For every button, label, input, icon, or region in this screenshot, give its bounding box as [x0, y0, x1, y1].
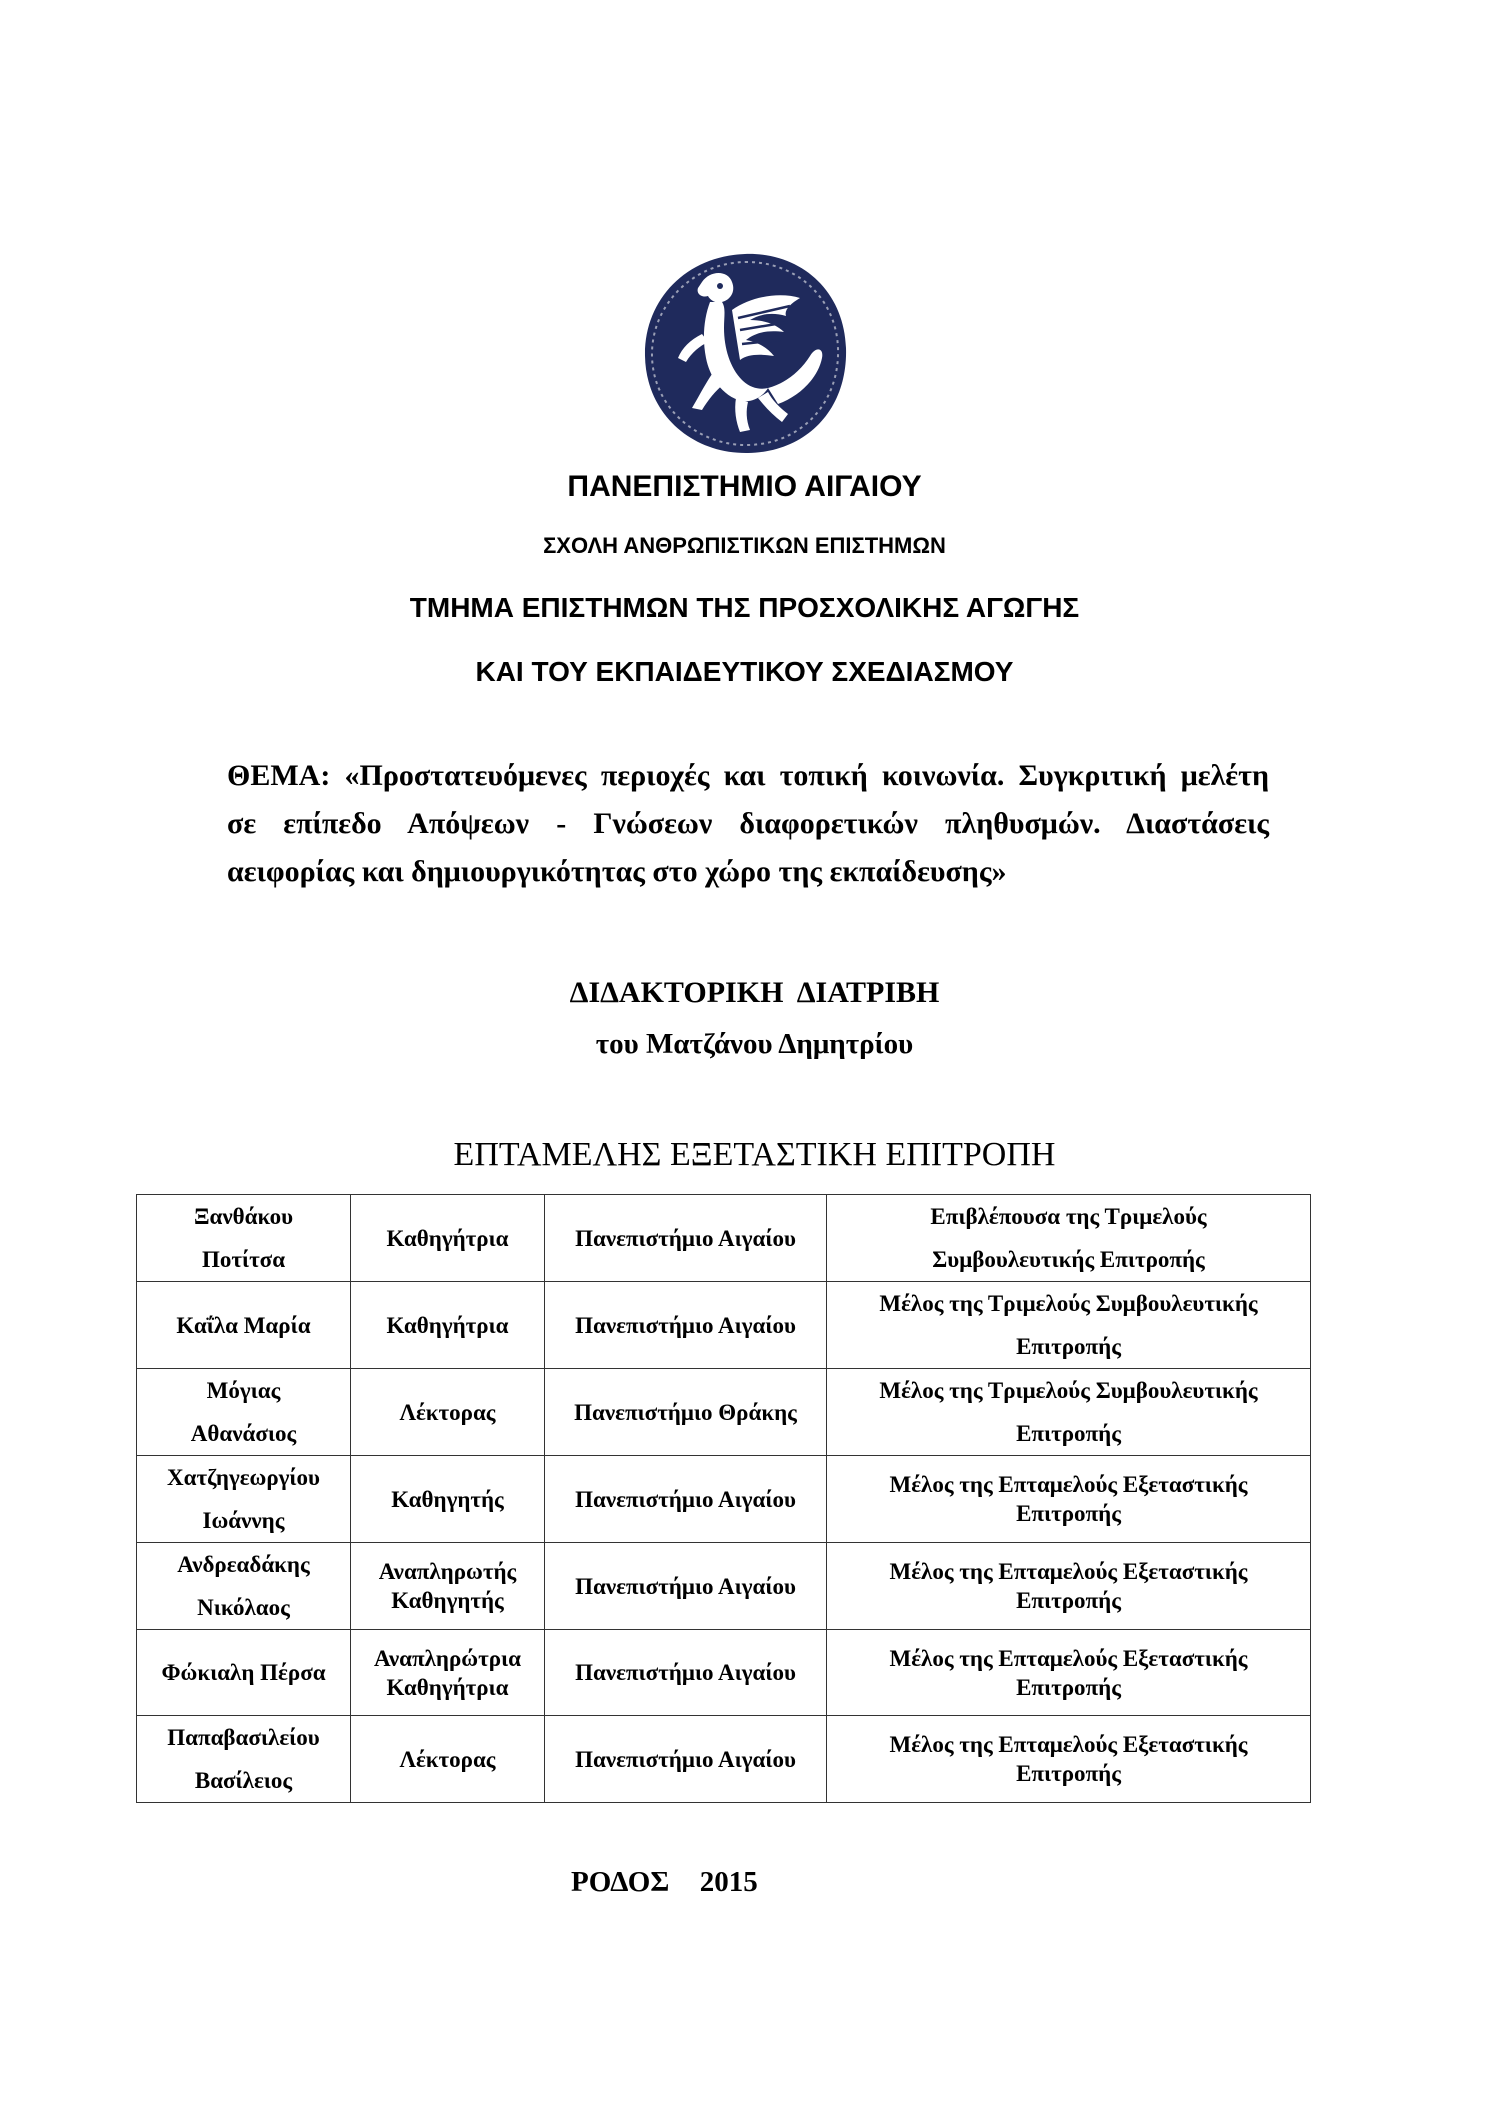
member-role	[827, 1195, 1311, 1282]
member-rank-line: Λέκτορας	[399, 1399, 496, 1425]
member-role-line: Μέλος της Επταμελούς Εξεταστικής	[889, 1645, 1248, 1671]
member-role-line: Μέλος της Επταμελούς Εξεταστικής	[889, 1732, 1248, 1757]
member-name	[137, 1716, 351, 1803]
committee-row	[137, 1630, 1311, 1716]
member-name	[137, 1543, 351, 1630]
member-role-line: Μέλος της Επταμελούς Εξεταστικής	[889, 1472, 1248, 1497]
committee-table-body	[137, 1195, 1311, 1803]
member-institution-line: Πανεπιστήμιο Αιγαίου	[575, 1746, 796, 1772]
member-role	[827, 1543, 1311, 1630]
member-role-line: Επιτροπής	[1016, 1501, 1121, 1526]
committee-row	[137, 1369, 1311, 1456]
member-name-line: Ανδρεαδάκης	[177, 1552, 310, 1577]
member-role-line: Επιτροπής	[1016, 1674, 1121, 1700]
member-role	[827, 1456, 1311, 1543]
member-rank-line: Αναπληρώτρια	[374, 1645, 521, 1671]
member-name	[137, 1282, 351, 1369]
member-name-line: Φώκιαλη Πέρσα	[161, 1660, 326, 1685]
member-rank	[351, 1630, 545, 1716]
member-name-line: Βασίλειος	[194, 1768, 293, 1793]
member-institution-line: Πανεπιστήμιο Αιγαίου	[575, 1486, 796, 1512]
committee-row	[137, 1195, 1311, 1282]
member-rank	[351, 1456, 545, 1543]
thesis-subject-line1: ΘΕΜΑ: «Προστατευόμενες περιοχές και τοπική κοινωνία. Συγκριτική μελέτη	[227, 759, 1269, 792]
department-name-line1: ΤΜΗΜΑ ΕΠΙΣΤΗΜΩΝ ΤΗΣ ΠΡΟΣΧΟΛΙΚΗΣ ΑΓΩΓΗΣ	[409, 592, 1080, 623]
member-institution	[545, 1369, 827, 1456]
committee-row	[137, 1543, 1311, 1630]
member-institution-line: Πανεπιστήμιο Αιγαίου	[575, 1660, 796, 1685]
committee-title: ΕΠΤΑΜΕΛΗΣ ΕΞΕΤΑΣΤΙΚΗ ΕΠΙΤΡΟΠΗ	[453, 1136, 1056, 1173]
member-name	[137, 1456, 351, 1543]
member-rank-line: Λέκτορας	[399, 1746, 496, 1772]
member-role-line: Μέλος της Τριμελούς Συμβουλευτικής	[879, 1378, 1258, 1403]
member-name	[137, 1369, 351, 1456]
member-rank-line: Καθηγήτρια	[386, 1674, 509, 1700]
member-institution	[545, 1630, 827, 1716]
member-role-line: Επιτροπής	[1016, 1761, 1121, 1786]
member-role	[827, 1630, 1311, 1716]
committee-row	[137, 1716, 1311, 1803]
member-institution	[545, 1282, 827, 1369]
member-institution-line: Πανεπιστήμιο Αιγαίου	[575, 1225, 796, 1251]
member-institution-line: Πανεπιστήμιο Αιγαίου	[575, 1312, 796, 1338]
member-name-line: Καΐλα Μαρία	[176, 1312, 311, 1338]
department-name-line2: ΚΑΙ ΤΟΥ ΕΚΠΑΙΔΕΥΤΙΚΟΥ ΣΧΕΔΙΑΣΜΟΥ	[475, 656, 1014, 687]
member-name	[137, 1630, 351, 1716]
member-rank-line: Καθηγητής	[391, 1486, 504, 1512]
member-institution	[545, 1543, 827, 1630]
member-role-line: Επιτροπής	[1016, 1421, 1121, 1446]
member-role	[827, 1282, 1311, 1369]
member-name-line: Ξανθάκου	[193, 1204, 294, 1229]
member-institution	[545, 1716, 827, 1803]
committee-table	[136, 1194, 1311, 1803]
member-role-line: Μέλος της Τριμελούς Συμβουλευτικής	[879, 1291, 1258, 1316]
member-name-line: Μόγιας	[206, 1378, 281, 1403]
thesis-type: ΔΙΔΑΚΤΟΡΙΚΗ ΔΙΑΤΡΙΒΗ	[569, 976, 940, 1009]
member-role-line: Επιτροπής	[1016, 1588, 1121, 1613]
member-name-line: Παπαβασιλείου	[167, 1725, 320, 1750]
member-rank	[351, 1282, 545, 1369]
member-rank-line: Αναπληρωτής	[378, 1559, 517, 1584]
member-rank	[351, 1195, 545, 1282]
member-institution	[545, 1195, 827, 1282]
member-institution	[545, 1456, 827, 1543]
thesis-subject	[227, 752, 1269, 896]
member-name-line: Αθανάσιος	[190, 1421, 297, 1446]
member-name-line: Ιωάννης	[202, 1508, 285, 1533]
thesis-subject-line3: αειφορίας και δημιουργικότητας στο χώρο της εκπαίδευσης»	[227, 855, 1007, 888]
university-seal-icon	[640, 248, 850, 458]
member-name-line: Ποτίτσα	[201, 1247, 286, 1272]
member-institution-line: Πανεπιστήμιο Θράκης	[574, 1399, 797, 1425]
member-name-line: Νικόλαος	[197, 1595, 290, 1620]
member-role-line: Επιτροπής	[1016, 1334, 1121, 1359]
member-rank	[351, 1543, 545, 1630]
member-role-line: Επιβλέπουσα της Τριμελούς	[930, 1204, 1207, 1229]
university-name: ΠΑΝΕΠΙΣΤΗΜΙΟ ΑΙΓΑΙΟΥ	[567, 470, 922, 503]
thesis-author: του Ματζάνου Δημητρίου	[595, 1028, 914, 1060]
member-name-line: Χατζηγεωργίου	[167, 1465, 320, 1490]
member-rank	[351, 1369, 545, 1456]
member-role-line: Συμβουλευτικής Επιτροπής	[932, 1247, 1205, 1272]
member-institution-line: Πανεπιστήμιο Αιγαίου	[575, 1573, 796, 1599]
member-rank-line: Καθηγήτρια	[386, 1225, 509, 1251]
school-name: ΣΧΟΛΗ ΑΝΘΡΩΠΙΣΤΙΚΩΝ ΕΠΙΣΤΗΜΩΝ	[543, 533, 946, 558]
committee-row	[137, 1282, 1311, 1369]
member-rank	[351, 1716, 545, 1803]
member-role-line: Μέλος της Επταμελούς Εξεταστικής	[889, 1559, 1248, 1584]
member-role	[827, 1716, 1311, 1803]
member-role	[827, 1369, 1311, 1456]
member-name	[137, 1195, 351, 1282]
member-rank-line: Καθηγητής	[391, 1588, 504, 1613]
place-and-year: ΡΟΔΟΣ 2015	[571, 1866, 758, 1898]
thesis-subject-line2: σε επίπεδο Απόψεων - Γνώσεων διαφορετικών πληθυσμών. Διαστάσεις	[227, 807, 1269, 840]
member-rank-line: Καθηγήτρια	[386, 1312, 509, 1338]
committee-row	[137, 1456, 1311, 1543]
